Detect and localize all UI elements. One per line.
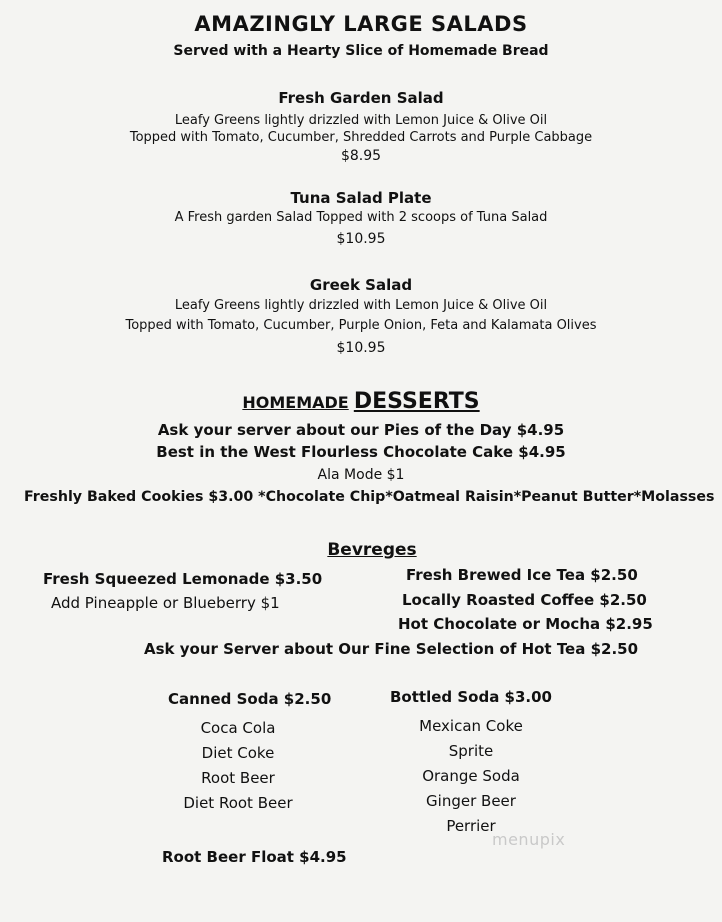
beverage-item: Locally Roasted Coffee $2.50 bbox=[402, 591, 647, 609]
dessert-line: Ask your server about our Pies of the Day $4.95 bbox=[157, 421, 565, 439]
salad-description: Leafy Greens lightly drizzled with Lemon Juice & Olive Oil bbox=[174, 113, 548, 128]
soda-item: Diet Coke bbox=[201, 744, 275, 762]
dessert-line: Ala Mode $1 bbox=[317, 467, 405, 483]
salad-description: A Fresh garden Salad Topped with 2 scoops of Tuna Salad bbox=[174, 210, 548, 225]
salad-description: Topped with Tomato, Cucumber, Purple Onion, Feta and Kalamata Olives bbox=[125, 318, 597, 333]
soda-item: Coca Cola bbox=[200, 719, 276, 737]
salads-subheading: Served with a Hearty Slice of Homemade Bread bbox=[173, 43, 549, 59]
canned-soda-heading: Canned Soda $2.50 bbox=[168, 690, 332, 708]
root-beer-float: Root Beer Float $4.95 bbox=[162, 848, 347, 866]
salad-name: Tuna Salad Plate bbox=[290, 189, 432, 207]
soda-item: Mexican Coke bbox=[419, 717, 523, 735]
beverage-item: Fresh Squeezed Lemonade $3.50 bbox=[43, 570, 323, 588]
salad-description: Topped with Tomato, Cucumber, Shredded Carrots and Purple Cabbage bbox=[129, 130, 593, 145]
soda-item: Ginger Beer bbox=[426, 792, 516, 810]
soda-item: Perrier bbox=[446, 817, 496, 835]
canned-soda-column bbox=[168, 690, 332, 816]
dessert-line: Best in the West Flourless Chocolate Cake $4.95 bbox=[156, 443, 566, 461]
soda-item: Orange Soda bbox=[422, 767, 520, 785]
salad-price: $10.95 bbox=[336, 231, 386, 247]
soda-item: Sprite bbox=[448, 742, 494, 760]
desserts-heading-small: HOMEMADE bbox=[242, 393, 349, 412]
salad-price: $8.95 bbox=[340, 148, 382, 164]
salad-name: Fresh Garden Salad bbox=[278, 89, 444, 107]
beverage-item: Hot Chocolate or Mocha $2.95 bbox=[398, 615, 653, 633]
beverage-item: Fresh Brewed Ice Tea $2.50 bbox=[406, 566, 638, 584]
desserts-heading-large: DESSERTS bbox=[353, 389, 480, 414]
beverage-item: Add Pineapple or Blueberry $1 bbox=[51, 594, 280, 612]
watermark: menupix bbox=[492, 830, 566, 849]
beverages-heading: Bevreges bbox=[327, 540, 417, 560]
desserts-heading bbox=[0, 389, 722, 414]
salads-heading: AMAZINGLY LARGE SALADS bbox=[194, 12, 528, 36]
bottled-soda-heading: Bottled Soda $3.00 bbox=[390, 688, 552, 706]
soda-item: Root Beer bbox=[201, 769, 275, 787]
salad-name: Greek Salad bbox=[309, 276, 413, 294]
soda-item: Diet Root Beer bbox=[183, 794, 293, 812]
salad-description: Leafy Greens lightly drizzled with Lemon Juice & Olive Oil bbox=[174, 298, 548, 313]
dessert-line: Freshly Baked Cookies $3.00 *Chocolate Chip*Oatmeal Raisin*Peanut Butter*Molasses bbox=[24, 489, 715, 505]
hot-tea-line: Ask your Server about Our Fine Selection of Hot Tea $2.50 bbox=[144, 640, 639, 658]
bottled-soda-column bbox=[388, 688, 554, 839]
salad-price: $10.95 bbox=[336, 340, 386, 356]
